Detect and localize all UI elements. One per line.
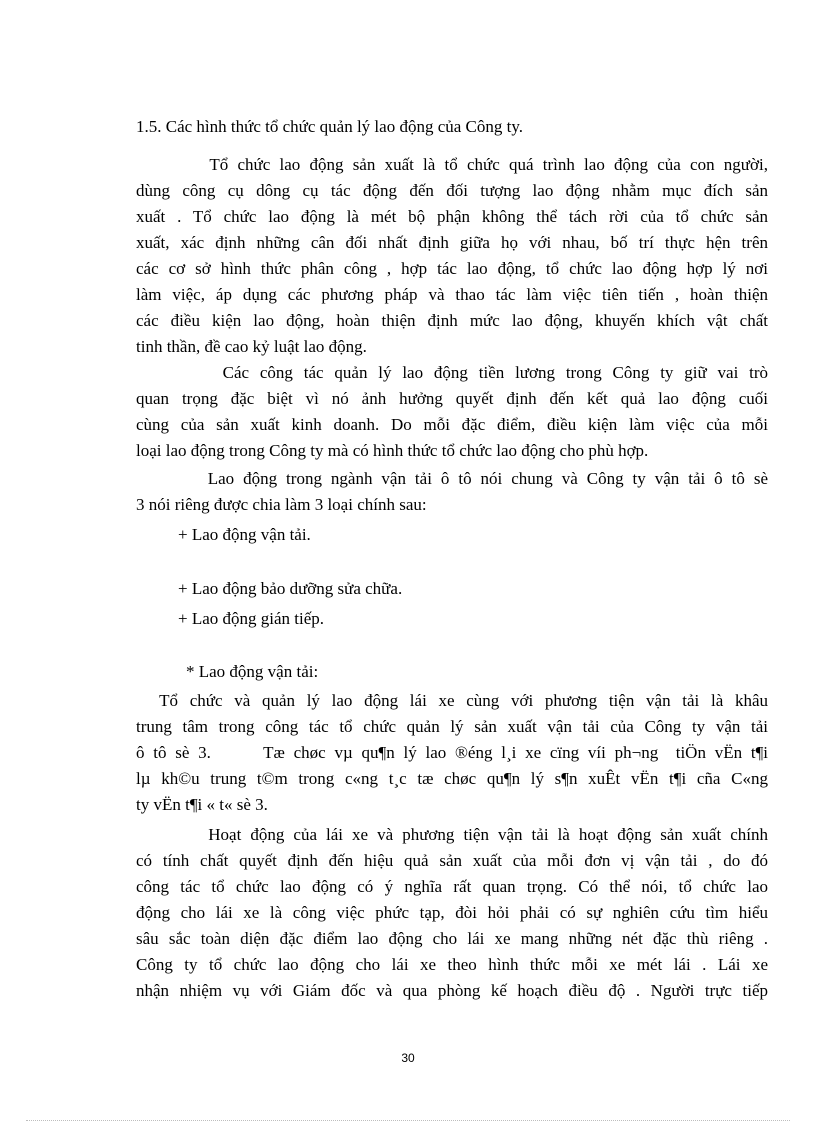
list-item-maintenance-labor: + Lao động bảo dưỡng sửa chữa. [178, 579, 403, 598]
text-line: các cơ sở hình thức phân công , hợp tác lao động, tổ chức lao động hợp lý nơi [136, 259, 768, 278]
text-line: Các công tác quản lý lao động tiền lương trong Công ty giữ vai trò [136, 363, 768, 382]
page-number: 30 [401, 1051, 415, 1065]
paragraph-management-role [136, 360, 768, 464]
text-line: xuất . Tổ chức lao động là mét bộ phận không thể tách rời của tổ chức sản [136, 207, 768, 226]
list-item-indirect-labor: + Lao động gián tiếp. [178, 609, 325, 628]
paragraph-transport-labor [136, 688, 768, 818]
paragraph-labor-types [136, 466, 768, 518]
text-line: Tổ chức lao động sản xuất là tổ chức quá trình lao động của con người, [136, 155, 768, 174]
text-line: trung tâm trong công tác tổ chức quản lý sản xuất vận tải của Công ty vận tải [136, 717, 768, 736]
text-line: ô tô sè 3. Tæ chøc vµ qu¶n lý lao ®éng l¸i xe cïng víi ph¬ng tiÖn vËn t¶i [136, 743, 768, 762]
subheading-transport-labor: * Lao động vận tải: [186, 662, 319, 681]
text-line: xuất, xác định những cân đối nhất định giữa họ với nhau, bố trí thực hện trên [136, 233, 768, 252]
text-line: ty vËn t¶i « t« sè 3. [136, 795, 268, 814]
text-line: làm việc, áp dụng các phương pháp và thao tác làm việc tiên tiến , hoàn thiện [136, 285, 768, 304]
text-line: tinh thần, đề cao kỷ luật lao động. [136, 337, 367, 356]
text-line: Tổ chức và quản lý lao động lái xe cùng với phương tiện vận tải là khâu [136, 691, 768, 710]
text-line: sâu sắc toàn diện đặc điểm lao động cho lái xe mang những nét đặc thù riêng . [136, 929, 768, 948]
text-line: có tính chất quyết định đến hiệu quả sản xuất của mỗi đơn vị vận tải , do đó [136, 851, 768, 870]
text-line: 3 nói riêng được chia làm 3 loại chính sau: [136, 495, 427, 514]
text-line: động cho lái xe là công việc phức tạp, đòi hỏi phải có sự nghiên cứu tìm hiểu [136, 903, 768, 922]
text-line: các điều kiện lao động, hoàn thiện định mức lao động, khuyến khích vật chất [136, 311, 768, 330]
text-line: Lao động trong ngành vận tải ô tô nói chung và Công ty vận tải ô tô sè [136, 469, 768, 488]
text-line: dùng công cụ dông cụ tác động đến đối tượng lao động nhằm mục đích sản [136, 181, 768, 200]
text-line: nhận nhiệm vụ với Giám đốc và qua phòng kế hoạch điều độ . Người trực tiếp [136, 981, 768, 1000]
text-line: công tác tổ chức lao động có ý nghĩa rất quan trọng. Có thể nói, tổ chức lao [136, 877, 768, 896]
paragraph-driver-activity [136, 822, 768, 1004]
text-line: lµ kh©u trung t©m trong c«ng t¸c tæ chøc qu¶n lý s¶n xuÊt vËn t¶i cña C«ng [136, 769, 768, 788]
text-line: loại lao động trong Công ty mà có hình thức tổ chức lao động cho phù hợp. [136, 441, 649, 460]
page-bottom-divider [26, 1120, 790, 1121]
text-line: quan trọng đặc biệt vì nó ảnh hưởng quyết định đến kết quả lao động cuối [136, 389, 768, 408]
text-line: Công ty tổ chức lao động cho lái xe theo hình thức mỗi xe mét lái . Lái xe [136, 955, 768, 974]
section-heading: 1.5. Các hình thức tổ chức quản lý lao động của Công ty. [136, 117, 523, 136]
text-line: Hoạt động của lái xe và phương tiện vận tải là hoạt động sản xuất chính [136, 825, 768, 844]
paragraph-labor-organization [136, 152, 768, 360]
text-line: cùng của sản xuất kinh doanh. Do mỗi đặc điểm, điều kiện làm việc của mỗi [136, 415, 768, 434]
list-item-transport-labor: + Lao động vận tải. [178, 525, 311, 544]
